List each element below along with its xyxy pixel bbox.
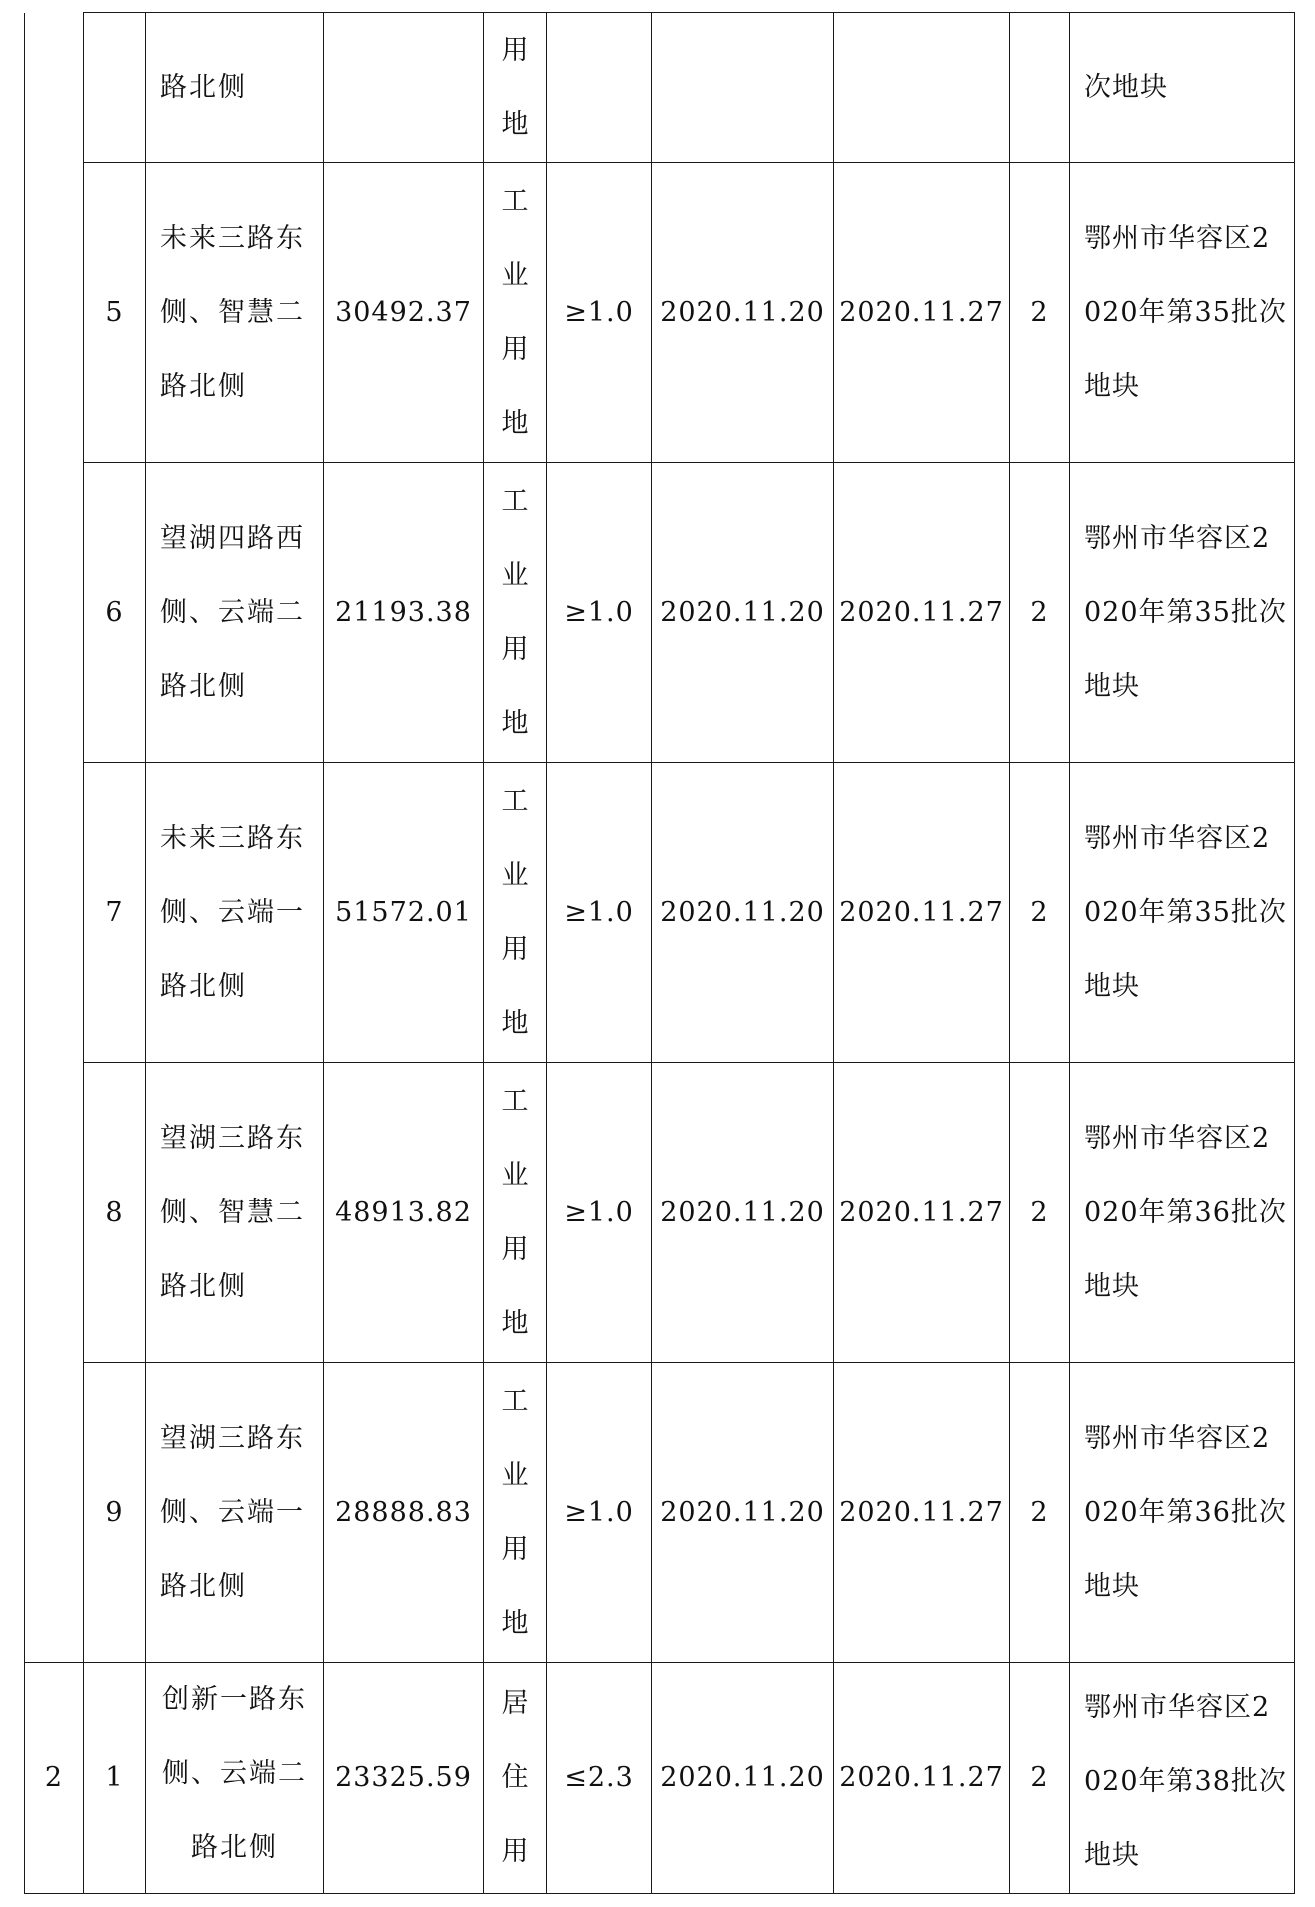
- group-number-cell: [25, 13, 84, 163]
- table-row: [25, 1363, 1295, 1663]
- land-use-cell: 工业用地: [484, 463, 547, 763]
- lot-number-cell: 7: [84, 763, 146, 1063]
- location-cell: 路北侧: [146, 13, 324, 163]
- table-row: [25, 1663, 1295, 1894]
- table-row: [25, 463, 1295, 763]
- count-cell: [1010, 13, 1070, 163]
- land-use-cell: 工业用地: [484, 1063, 547, 1363]
- area-cell: 51572.01: [324, 763, 484, 1063]
- area-cell: 48913.82: [324, 1063, 484, 1363]
- plot-ratio-cell: [547, 13, 652, 163]
- location-cell: 未来三路东侧、智慧二路北侧: [146, 163, 324, 463]
- start-date-cell: 2020.11.20: [652, 1363, 834, 1663]
- lot-number-cell: 9: [84, 1363, 146, 1663]
- note-cell: 鄂州市华容区2020年第36批次地块: [1070, 1363, 1295, 1663]
- plot-ratio-cell: ≥1.0: [547, 1363, 652, 1663]
- land-use-cell: 工业用地: [484, 163, 547, 463]
- land-use-cell: 工业用地: [484, 1363, 547, 1663]
- plot-ratio-cell: ≥1.0: [547, 1063, 652, 1363]
- end-date-cell: 2020.11.27: [834, 1363, 1010, 1663]
- start-date-cell: 2020.11.20: [652, 1063, 834, 1363]
- group-number-cell: [25, 763, 84, 1063]
- table-row: [25, 1063, 1295, 1363]
- area-cell: 23325.59: [324, 1663, 484, 1894]
- group-number-cell: 2: [25, 1663, 84, 1894]
- location-cell: 望湖四路西侧、云端二路北侧: [146, 463, 324, 763]
- area-cell: [324, 13, 484, 163]
- start-date-cell: [652, 13, 834, 163]
- plot-ratio-cell: ≥1.0: [547, 463, 652, 763]
- lot-number-cell: 6: [84, 463, 146, 763]
- end-date-cell: 2020.11.27: [834, 1063, 1010, 1363]
- plot-ratio-cell: ≤2.3: [547, 1663, 652, 1894]
- plot-ratio-cell: ≥1.0: [547, 163, 652, 463]
- count-cell: 2: [1010, 163, 1070, 463]
- land-use-cell: 用地: [484, 13, 547, 163]
- end-date-cell: 2020.11.27: [834, 163, 1010, 463]
- count-cell: 2: [1010, 1663, 1070, 1894]
- location-cell: 望湖三路东侧、智慧二路北侧: [146, 1063, 324, 1363]
- table-row: [25, 13, 1295, 163]
- note-cell: 次地块: [1070, 13, 1295, 163]
- end-date-cell: 2020.11.27: [834, 1663, 1010, 1894]
- group-number-cell: [25, 163, 84, 463]
- area-cell: 21193.38: [324, 463, 484, 763]
- area-cell: 28888.83: [324, 1363, 484, 1663]
- end-date-cell: 2020.11.27: [834, 763, 1010, 1063]
- lot-number-cell: 8: [84, 1063, 146, 1363]
- group-number-cell: [25, 1063, 84, 1363]
- count-cell: 2: [1010, 1063, 1070, 1363]
- lot-number-cell: 5: [84, 163, 146, 463]
- count-cell: 2: [1010, 463, 1070, 763]
- table-row: [25, 163, 1295, 463]
- start-date-cell: 2020.11.20: [652, 463, 834, 763]
- note-cell: 鄂州市华容区2020年第38批次地块: [1070, 1663, 1295, 1894]
- lot-number-cell: [84, 13, 146, 163]
- start-date-cell: 2020.11.20: [652, 1663, 834, 1894]
- count-cell: 2: [1010, 1363, 1070, 1663]
- start-date-cell: 2020.11.20: [652, 763, 834, 1063]
- land-parcel-table: [24, 12, 1295, 1894]
- count-cell: 2: [1010, 763, 1070, 1063]
- note-cell: 鄂州市华容区2020年第35批次地块: [1070, 763, 1295, 1063]
- location-cell: 创新一路东侧、云端二路北侧: [146, 1663, 324, 1894]
- location-cell: 未来三路东侧、云端一路北侧: [146, 763, 324, 1063]
- lot-number-cell: 1: [84, 1663, 146, 1894]
- location-cell: 望湖三路东侧、云端一路北侧: [146, 1363, 324, 1663]
- start-date-cell: 2020.11.20: [652, 163, 834, 463]
- note-cell: 鄂州市华容区2020年第36批次地块: [1070, 1063, 1295, 1363]
- note-cell: 鄂州市华容区2020年第35批次地块: [1070, 163, 1295, 463]
- note-cell: 鄂州市华容区2020年第35批次地块: [1070, 463, 1295, 763]
- table-row: [25, 763, 1295, 1063]
- land-use-cell: 工业用地: [484, 763, 547, 1063]
- group-number-cell: [25, 1363, 84, 1663]
- end-date-cell: [834, 13, 1010, 163]
- land-use-cell: 居住用: [484, 1663, 547, 1894]
- area-cell: 30492.37: [324, 163, 484, 463]
- end-date-cell: 2020.11.27: [834, 463, 1010, 763]
- plot-ratio-cell: ≥1.0: [547, 763, 652, 1063]
- group-number-cell: [25, 463, 84, 763]
